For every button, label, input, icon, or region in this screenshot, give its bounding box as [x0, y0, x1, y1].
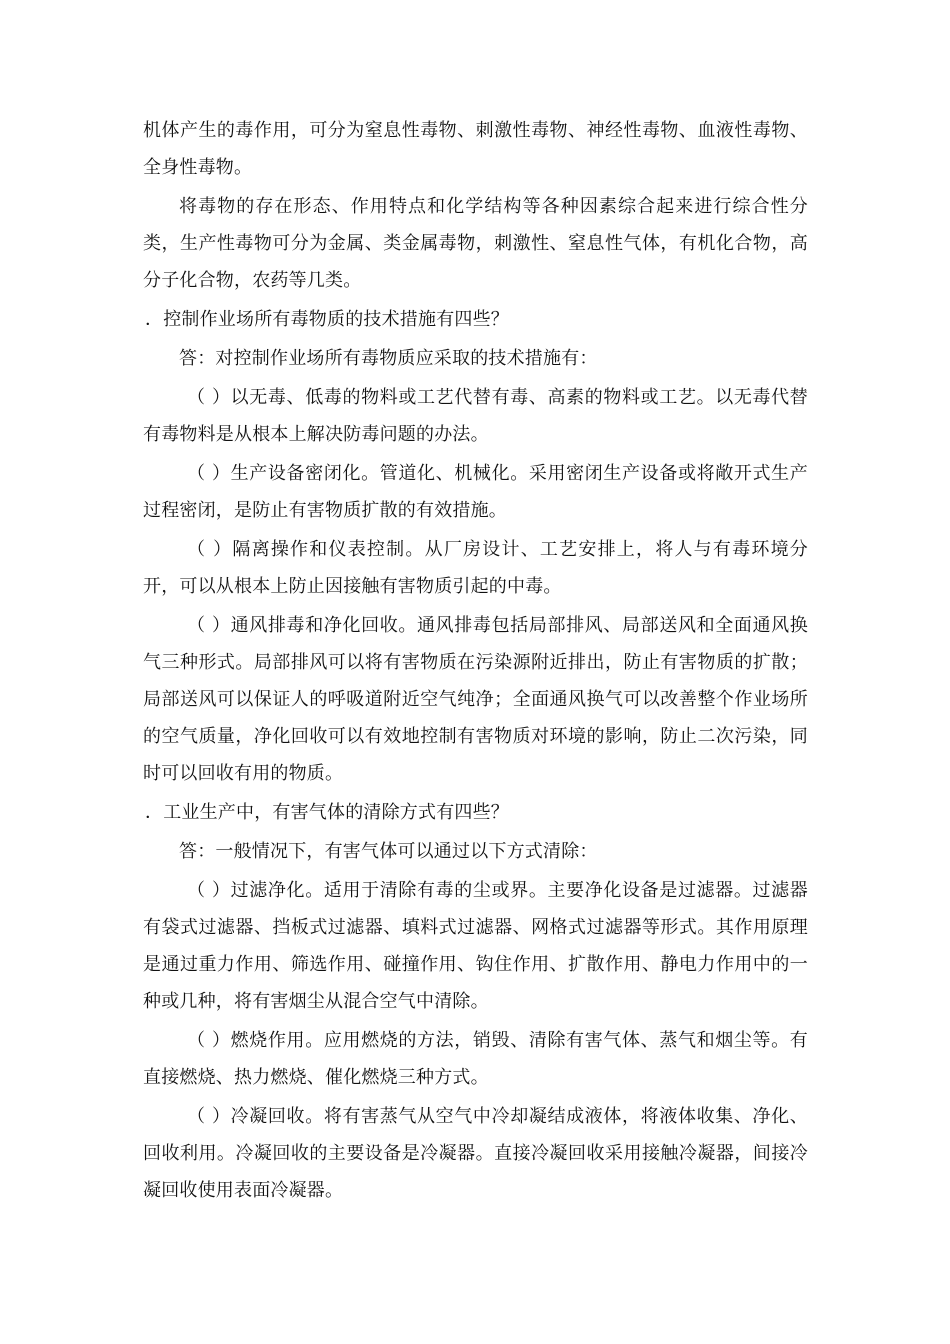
answer-item-filtration: （ ）过滤净化。适用于清除有毒的尘或界。主要净化设备是过滤器。过滤器有袋式过滤器、挡板式过滤器、填料式过滤器、网格式过滤器等形式。其作用原理是通过重力作用、筛选作用、碰撞作用、钩住作用、扩散作用、静电力作用中的一种或几种，将有害烟尘从混合空气中清除。	[143, 880, 808, 1012]
answer-item-ventilation: （ ）通风排毒和净化回收。通风排毒包括局部排风、局部送风和全面通风换气三种形式。局部排风可以将有害物质在污染源附近排出，防止有害物质的扩散；局部送风可以保证人的呼吸道附近空气纯净；全面通风换气可以改善整个作业场所的空气质量，净化回收可以有效地控制有害物质对环境的影响，防止二次污染，同时可以回收有用的物质。	[143, 615, 808, 784]
question-gas-removal: ．工业生产中，有害气体的清除方式有四些？	[145, 802, 509, 823]
question-control-measures: ．控制作业场所有毒物质的技术措施有四些？	[145, 309, 509, 330]
paragraph-production-toxins: 将毒物的存在形态、作用特点和化学结构等各种因素综合起来进行综合性分类，生产性毒物可分为金属、类金属毒物，刺激性、窒息性气体，有机化合物，高分子化合物，农药等几类。	[143, 196, 808, 291]
answer-item-combustion: （ ）燃烧作用。应用燃烧的方法，销毁、清除有害气体、蒸气和烟尘等。有直接燃烧、热力燃烧、催化燃烧三种方式。	[143, 1030, 808, 1088]
answer-item-isolation: （ ）隔离操作和仪表控制。从厂房设计、工艺安排上，将人与有毒环境分开，可以从根本上防止因接触有害物质引起的中毒。	[143, 539, 808, 597]
answer-item-condensation: （ ）冷凝回收。将有害蒸气从空气中冷却凝结成液体，将液体收集、净化、回收利用。冷凝回收的主要设备是冷凝器。直接冷凝回收采用接触冷凝器，间接冷凝回收使用表面冷凝器。	[143, 1106, 808, 1201]
document-body	[143, 112, 808, 1211]
paragraph-toxicity-classification: 机体产生的毒作用，可分为窒息性毒物、刺激性毒物、神经性毒物、血液性毒物、全身性毒物。	[143, 120, 808, 178]
answer-gas-removal-intro: 答：一般情况下，有害气体可以通过以下方式清除：	[179, 841, 598, 862]
answer-item-enclosure: （ ）生产设备密闭化。管道化、机械化。采用密闭生产设备或将敞开式生产过程密闭，是防止有害物质扩散的有效措施。	[143, 463, 808, 521]
answer-control-measures-intro: 答：对控制作业场所有毒物质应采取的技术措施有：	[179, 348, 598, 369]
answer-item-substitution: （ ）以无毒、低毒的物料或工艺代替有毒、高素的物料或工艺。以无毒代替有毒物料是从根本上解决防毒问题的办法。	[143, 387, 808, 445]
